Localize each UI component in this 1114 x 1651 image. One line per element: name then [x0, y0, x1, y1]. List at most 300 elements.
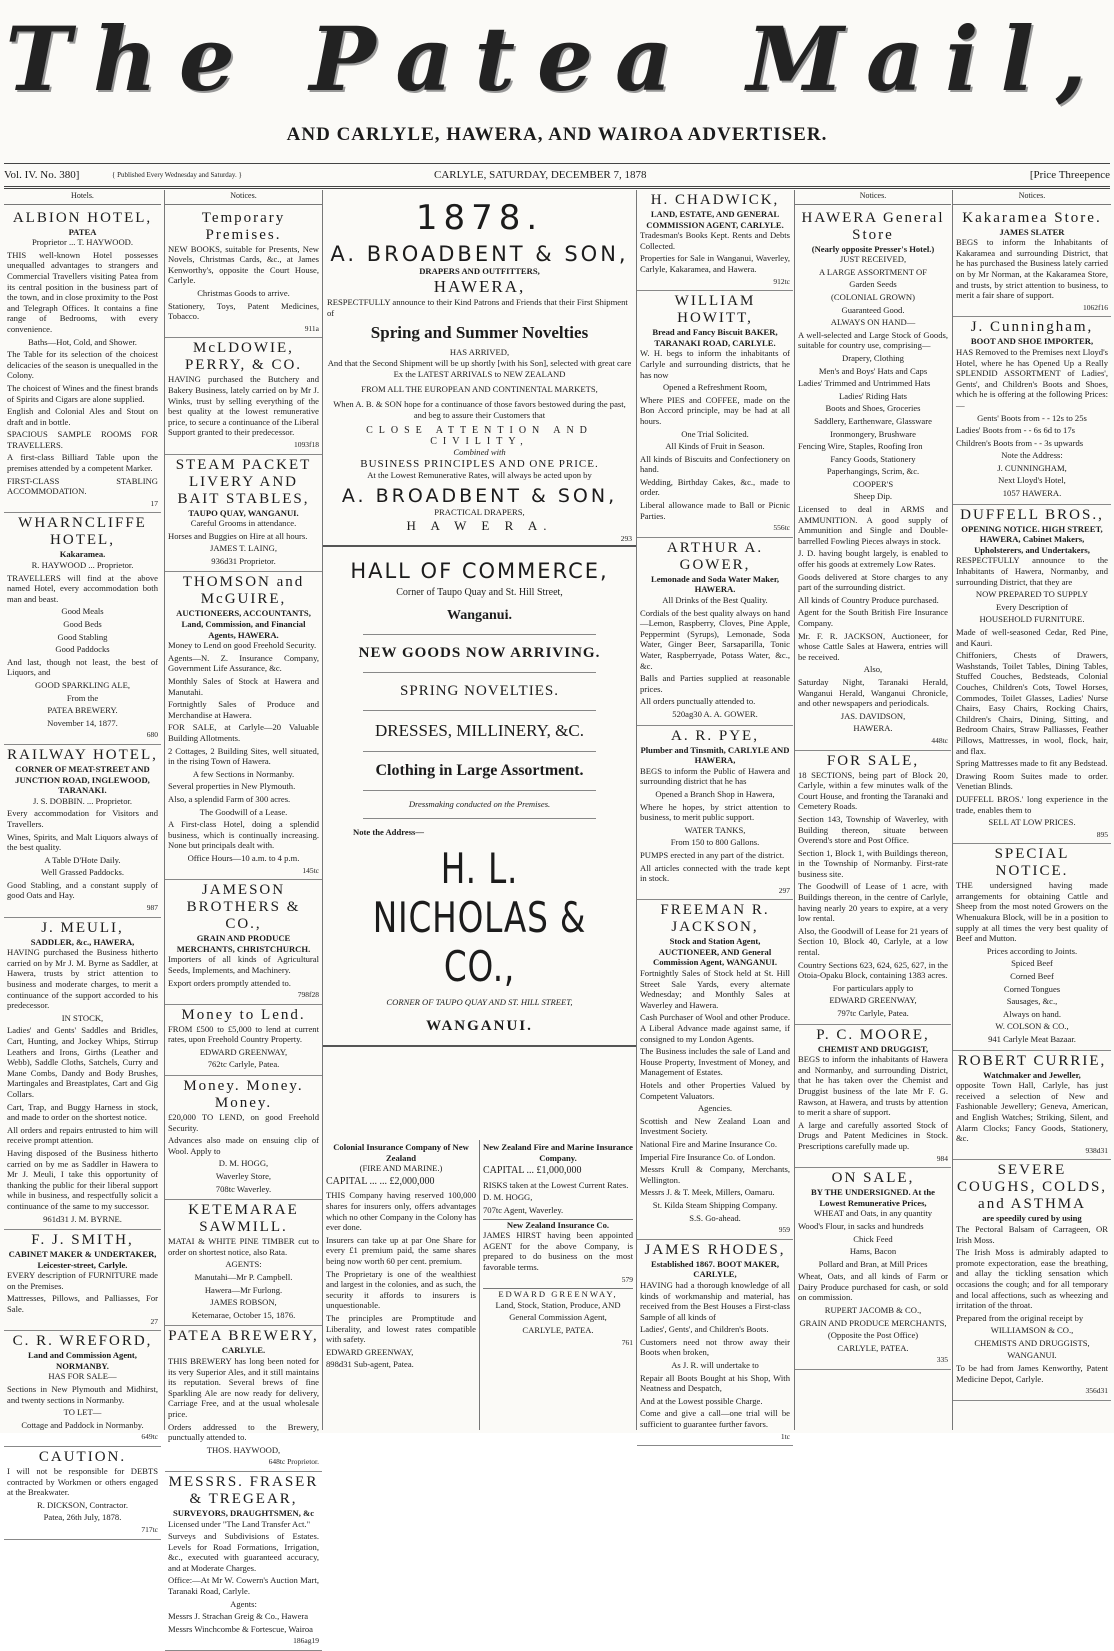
nz-insurance-title: New Zealand Insurance Co.: [483, 1219, 633, 1231]
advert-line: Sausages, &c.,: [1006, 996, 1058, 1007]
advert-line: 936d31 Proprietor.: [211, 555, 276, 566]
advert-line: Ladies' Riding Hats: [839, 390, 907, 401]
insurance-line: General Commission Agent,: [509, 1312, 607, 1323]
advert-line: Children's Boots from - - 3s upwards: [956, 437, 1084, 448]
insurance-line: Insurers can take up at par One Share for every £1 premium paid, the same shares being now worth 60 per cent. premium.: [326, 1234, 476, 1266]
advert-ref: 448tc: [931, 735, 948, 745]
advert-line: DUFFELL BROS.' long experience in the trade, enables them to: [956, 793, 1108, 815]
advert-line: Mattresses, Pillows, and Palliasses, For Sale.: [7, 1293, 158, 1315]
advert-line: St. Kilda Steam Shipping Company.: [652, 1199, 778, 1210]
trade: DRAPERS AND OUTFITTERS,: [419, 266, 540, 276]
advert-subtitle: are speedily cured by using: [982, 1213, 1082, 1224]
advert-line: Advances also made on ensuing clip of Wool. Apply to: [168, 1135, 319, 1156]
advert: [637, 538, 793, 726]
advert: [165, 1326, 322, 1472]
advert-line: Ironmongery, Brushware: [830, 428, 916, 439]
advert-ref: 297: [778, 885, 790, 895]
advert: [165, 338, 322, 454]
advert-line: 961d31 J. M. BYRNE.: [43, 1213, 122, 1224]
column-notices-1: [164, 190, 322, 1646]
insurance-line: CARLYLE, PATEA.: [522, 1324, 594, 1335]
insurance-line: D. M. HOGG,: [483, 1192, 533, 1203]
advert-line: Garden Seeds: [849, 279, 897, 290]
advert-line: Balls and Parties supplied at reasonable prices.: [640, 673, 790, 694]
advert-title: ARTHUR A. GOWER,: [666, 539, 764, 573]
advert-line: HAVING had a thorough knowledge of all kinds of workmanship and material, has received from the Best Houses a First-class Sample of all kinds of: [640, 1279, 790, 1322]
advert-line: Spring Mattresses made to fit any Bedstead.: [956, 758, 1108, 769]
advert-line: A few Sections in Normanby.: [192, 768, 295, 779]
advert-line: CARLYLE, PATEA.: [837, 1342, 909, 1353]
advert-line: WILLIAMSON & CO.,: [990, 1325, 1074, 1336]
column-header: Notices.: [165, 190, 322, 205]
advert-line: Hawera—Mr Furlong.: [204, 1284, 283, 1295]
advert-ref: 984: [936, 1153, 948, 1163]
advert-line: To be had from James Kenworthy, Patent Medicine Depot, Carlyle.: [956, 1363, 1108, 1384]
advert: [165, 1472, 322, 1651]
advert-line: THIS well-known Hotel possesses unequalled advantages to strangers and Commercial Travellers visiting Patea from its central position in the business part of the town, and in close proximity to the Post and Telegraph Offices. It contains a fine range of Bedrooms, with every convenience.: [7, 249, 158, 334]
advert-subtitle: SADDLER, &c., HAWERA,: [30, 936, 135, 947]
advert-line: Cottage and Paddock in Normanby.: [21, 1419, 144, 1430]
advert-subtitle: CARLYLE.: [221, 1345, 266, 1356]
advert-line: All kinds of Country Produce purchased.: [798, 594, 939, 605]
advert-line: JUST RECEIVED,: [839, 254, 907, 265]
advert-line: JAMES T. LAING,: [210, 543, 277, 554]
advert-line: Prices according to Joints.: [986, 945, 1078, 956]
advert-ref: 648tc Proprietor.: [268, 1457, 319, 1467]
advert-subtitle: LAND, ESTATE, AND GENERAL COMMISSION AGENT, CARLYLE.: [646, 209, 784, 230]
insurance-block: [323, 1140, 636, 1430]
advert-line: Patea, 26th July, 1878.: [43, 1512, 122, 1523]
insurance-line: Land, Stock, Station, Produce, AND: [495, 1299, 621, 1310]
advert-line: Properties for Sale in Wanganui, Waverley, Carlyle, Kakaramea, and Hawera.: [640, 253, 790, 274]
advert-line: Wood's Flour, in sacks and hundreds: [798, 1220, 924, 1231]
advert-line: Scottish and New Zealand Loan and Investment Society.: [640, 1115, 790, 1137]
advert-line: 762tc Carlyle, Patea.: [207, 1059, 280, 1070]
advert-line: Surveys and Subdivisions of Estates. Levels for Road Formations, Irrigation, &c., executed with guaranteed accuracy, and at Moderate Charges.: [168, 1531, 319, 1573]
advert: [4, 1447, 161, 1540]
advert: [795, 751, 951, 1025]
advert-line: Pollard and Bran, at Mill Prices: [818, 1258, 928, 1269]
advert-subtitle: OPENING NOTICE. HIGH STREET, HAWERA, Cabinet Makers, Upholsterers, and Undertakers,: [961, 523, 1103, 555]
advert-line: Export orders promptly attended to.: [168, 977, 291, 988]
advert-line: All articles connected with the trade kept in stock.: [640, 862, 790, 884]
advert-subtitle: Kakaramea.: [59, 549, 106, 560]
advert-subtitle: (Nearly opposite Presser's Hotel.): [811, 243, 935, 254]
advert-line: Having disposed of the Business hitherto carried on by me as Saddler in Hawera to Mr J. Meuli, I take this opportunity of thanking the public for their liberal support while in business, and respectfully solicit a continuance of the same to my successor.: [7, 1147, 158, 1211]
intro-text: RESPECTFULLY announce to their Kind Patrons and Friends that their First Shipment of: [327, 297, 628, 318]
advert-line: Boots and Shoes, Groceries: [825, 403, 921, 414]
greenway-lines: [483, 1300, 633, 1336]
advert-line: CHEMISTS AND DRUGGISTS,: [974, 1337, 1090, 1348]
advert-title: MESSRS. FRASER & TREGEAR,: [168, 1473, 319, 1507]
advert-title: F. J. SMITH,: [31, 1232, 134, 1249]
advert-line: Cordials of the best quality always on hand—Lemon, Raspberry, Cloves, Pine Apple, Peppermint (Syrups), Lemonade, Soda Water, Ginger Beer, Sarsaparilla, Tonic Water, Raspberryade, Potass Water, &c., &c.: [640, 607, 790, 671]
advert-line: 1057 HAWERA.: [1002, 488, 1062, 499]
advert-title: Money. Money. Money.: [183, 1078, 304, 1112]
colonial-insurance-lines: [326, 1190, 476, 1370]
advert-line: Note the Address:: [1001, 450, 1063, 461]
columns: [4, 190, 1110, 1646]
advert-line: Gents' Boots from - - 12s to 25s: [977, 412, 1087, 423]
advert-ref: 798f28: [297, 990, 319, 1000]
advert-line: Country Sections 623, 624, 625, 627, in the Otoia-Opaku Block, containing 1383 acres.: [798, 959, 948, 981]
advert-line: Guaranteed Good.: [841, 304, 905, 315]
advert-ref: 680: [146, 730, 158, 740]
advert-line: Licensed to deal in ARMS and AMMUNITION. A good supply of Ammunition and Single and Double-barrelled Fowling Pieces always in stock.: [798, 504, 948, 546]
advert-ref: 1093f18: [294, 439, 319, 449]
advert-title: J. Cunningham,: [970, 319, 1094, 336]
issue-date: CARLYLE, SATURDAY, DECEMBER 7, 1878: [434, 169, 647, 181]
advert-line: (COLONIAL GROWN): [831, 291, 915, 302]
hope-text: When A. B. & SON hope for a continuance of those favors bestowed during the past, and beg to assure their Customers that: [333, 399, 626, 420]
advert-title: P. C. MOORE,: [816, 1026, 930, 1043]
advert-line: Chiffoniers, Chests of Drawers, Washstands, Toilet Tables, Dining Tables, Stuffed Couches, Bedsteads, Colonial Couches, Children's Cots, Towel Horses, Commodes, Toilet Glasses, Ladies' Nurse Chairs, Easy Chairs, Rocking Chairs, Children's Chairs, Dining, Sitting, and Bedroom Chairs, Straw Palliasses, Feather Pillows, Mattresses, in wool, flock, hair, and flax.: [956, 650, 1108, 756]
advert-line: opposite Town Hall, Carlyle, has just received a selection of New and Fashionable Jewellery; Geneva, American, and English Watches; Striking, Silent, and Alarm Clocks; Fancy Goods, Stationery, &c.: [956, 1080, 1108, 1144]
advert-ref: 717tc: [141, 1524, 158, 1534]
advert-line: EDWARD GREENWAY,: [829, 995, 917, 1006]
advert-line: Ketemarae, October 15, 1876.: [191, 1309, 296, 1320]
advert-year: 1878.: [415, 198, 544, 238]
advert-subtitle: CHEMIST AND DRUGGIST,: [817, 1043, 929, 1054]
advert-line: D. M. HOGG,: [218, 1158, 269, 1169]
masthead-subtitle: AND CARLYLE, HAWERA, AND WAIROA ADVERTISER.: [286, 124, 828, 145]
advert-line: The Irish Moss is admirably adapted to promote expectoration, ease the breathing, and allay the tickling sensation which occasions the cough; and for all temporary and local affections, such as wheezing and irritation of the throat.: [956, 1247, 1108, 1311]
advert-line: All kinds of Biscuits and Confectionery on hand.: [640, 453, 790, 475]
advert: [4, 208, 161, 514]
advert-line: Paperhangings, Scrim, &c.: [826, 466, 920, 477]
advert-line: HAS FOR SALE—: [48, 1371, 117, 1382]
colonial-capital: CAPITAL ... ... £2,000,000: [326, 1175, 435, 1187]
nicholas-firm: H. L. NICHOLAS & CO.,: [372, 844, 587, 991]
advert-line: Every accommodation for Visitors and Travellers.: [7, 808, 158, 829]
advert-ref: 27: [150, 1316, 158, 1326]
advert-line: Hotels and other Properties Valued by Competent Valuators.: [640, 1080, 790, 1101]
advert-title: FOR SALE,: [826, 752, 920, 769]
advert-line: A First-class Hotel, doing a splendid business, which is continually increasing. None but principals dealt with.: [168, 819, 319, 851]
advert-line: COOPER'S: [852, 478, 894, 489]
advert: [165, 1005, 322, 1076]
advert-ref: 1tc: [780, 1431, 790, 1441]
advert-line: FIRST-CLASS STABLING ACCOMMODATION.: [7, 475, 158, 497]
advert-title: C. R. WREFORD,: [12, 1333, 153, 1350]
advert-line: 941 Carlyle Meat Bazaar.: [988, 1034, 1076, 1044]
advert-line: J. S. DOBBIN. ... Proprietor.: [32, 795, 133, 806]
advert-subtitle: Bread and Fancy Biscuit BAKER, TARANAKI ROAD, CARLYLE.: [652, 327, 778, 348]
advert-line: S.S. Go-ahead.: [689, 1212, 741, 1223]
advert-line: Every Description of: [995, 601, 1069, 612]
advert-title: SPECIAL NOTICE.: [994, 846, 1070, 880]
advert-line: Cash Purchaser of Wool and other Produce. A Liberal Advance made against same, if consigned to my London Agents.: [640, 1012, 790, 1044]
advert-line: Liberal allowance made to Ball or Picnic Parties.: [640, 500, 790, 521]
advert-title: WHARNCLIFFE HOTEL,: [18, 515, 147, 549]
advert-line: HAVING purchased the Business hitherto carried on by Mr J. M. Byrne as Saddler, at Hawera, trusts by strict attention to business and moderate charges, to merit a continuance of the support accorded to his predecessor.: [7, 947, 158, 1011]
hall-of-commerce: HALL OF COMMERCE,: [350, 559, 609, 583]
advert-title: SEVERE COUGHS, COLDS, and ASTHMA: [956, 1162, 1108, 1213]
advert-line: GRAIN AND PRODUCE MERCHANTS,: [799, 1317, 947, 1328]
arrived-text: HAS ARRIVED,: [449, 347, 510, 357]
advert-line: JAS. DAVIDSON,: [840, 710, 906, 721]
advert-line: Several properties in New Plymouth.: [168, 781, 296, 792]
advert-title: Temporary Premises.: [201, 209, 286, 243]
advert-title: CAUTION.: [38, 1449, 127, 1465]
advert-title: RAILWAY HOTEL,: [7, 746, 158, 763]
advert-title: THOMSON and McGUIRE,: [182, 574, 305, 608]
advert: [4, 745, 161, 918]
column-header: Notices.: [795, 190, 951, 205]
advert-line: The Pectoral Balsam of Carrageen, OR Irish Moss.: [956, 1223, 1108, 1245]
advert-line: Men's and Boys' Hats and Caps: [818, 365, 928, 376]
advert-title: A. R. PYE,: [671, 727, 759, 744]
advert-line: The Business includes the sale of Land and House Property, Investment of Money, and Management of Estates.: [640, 1046, 790, 1078]
advert-line: Orders addressed to the Brewery, punctually attended to.: [168, 1421, 319, 1443]
advert-line: BEGS to inform the Inhabitants of Kakaramea and surrounding District, that he has purchased the Business lately carried on by Mr Norman, at the Kakaramea Store, and trusts, by strict attention to business, to merit a fair share of support.: [956, 237, 1108, 301]
advert-title: WILLIAM HOWITT,: [674, 293, 756, 327]
advert-line: EDWARD GREENWAY,: [199, 1046, 288, 1057]
advert-line: Drawing Room Suites made to order. Venetian Blinds.: [956, 770, 1108, 792]
advert-line: Manutahi—Mr P. Campbell.: [194, 1272, 293, 1282]
advert-title: Kakaramea Store.: [962, 209, 1102, 226]
advert-line: Office:—At Mr W. Cowern's Auction Mart, Taranaki Road, Carlyle.: [168, 1575, 319, 1597]
advert: [637, 1240, 793, 1447]
advert-line: Saddlery, Earthenware, Glassware: [814, 415, 932, 426]
firm-name-2: A. BROADBENT & SON,: [341, 485, 618, 507]
advert-line: Sections in New Plymouth and Midhirst, and twenty sections in Normanby.: [7, 1384, 158, 1405]
advert-line: Chick Feed: [853, 1233, 893, 1244]
advert-line: The Goodwill of Lease of 1 acre, with Buildings thereon, in the centre of Carlyle, having nearly 20 years to expire, at a very low rental.: [798, 881, 948, 924]
advert-line: Good Stabling, and a constant supply of good Oats and Hay.: [7, 879, 158, 901]
advert: [953, 844, 1111, 1050]
advert-line: Proprietor ... T. HAYWOOD.: [31, 237, 134, 248]
town: HAWERA,: [433, 277, 526, 296]
advert-line: Licensed under "The Land Transfer Act.": [168, 1518, 311, 1529]
advert-subtitle: Stock and Station Agent, AUCTIONEER, AND General Commission Agent, WANGANUI.: [653, 936, 777, 968]
publication-days: { Published Every Wednesday and Saturday. }: [112, 171, 242, 179]
advert-subtitle: SURVEYORS, DRAUGHTSMEN, &c: [172, 1507, 315, 1518]
advert-line: IN STOCK,: [61, 1012, 104, 1023]
advert: [4, 918, 161, 1230]
advert-line: A LARGE ASSORTMENT OF: [819, 266, 927, 277]
advert-line: Good Meals: [61, 606, 104, 617]
advert: [165, 208, 322, 339]
broadbent-advert: [322, 190, 636, 1430]
advert-line: From 150 to 800 Gallons.: [670, 837, 760, 848]
advert-title: JAMES RHODES,: [644, 1241, 786, 1258]
advert: [165, 455, 322, 573]
note-address: Note the Address—: [353, 827, 424, 837]
advert-title: KETEMARAE SAWMILL.: [188, 1202, 299, 1236]
advert-line: Prepared from the original receipt by: [956, 1312, 1084, 1323]
advert-ref: 186ag19: [293, 1636, 319, 1646]
advert-line: HOUSEHOLD FURNITURE.: [979, 614, 1085, 625]
advert-line: THOS. HAYWOOD,: [206, 1444, 281, 1455]
advert: [165, 880, 322, 1005]
advert: [4, 513, 161, 745]
advert-subtitle: BY THE UNDERSIGNED. At the Lowest Remunerative Prices,: [811, 1187, 935, 1208]
advert: [953, 1160, 1111, 1401]
advert-title: McLDOWIE, PERRY, & CO.: [184, 340, 303, 374]
nicholas-corner: CORNER OF TAUPO QUAY AND ST. HILL STREET,: [386, 997, 573, 1007]
insurance-line: THIS Company having reserved 100,000 shares for insurers only, offers advantages which no other Company in the Colony has ever done.: [326, 1190, 476, 1233]
advert-title: Money to Lend.: [181, 1006, 306, 1023]
insurance-line: 707tc Agent, Waverley.: [483, 1204, 564, 1215]
advert: [953, 505, 1111, 845]
advert-subtitle: Lemonade and Soda Water Maker, HAWERA.: [650, 573, 780, 595]
rates-text: At the Lowest Remunerative Rates, will always be acted upon by: [367, 470, 592, 480]
advert: [637, 190, 793, 291]
advert-line: FOR SALE, at Carlyle—20 Valuable Building Allotments.: [168, 722, 319, 743]
advert-line: Opened a Refreshment Room,: [662, 382, 768, 393]
advert-line: Waverley Store,: [215, 1171, 272, 1182]
advert-line: Christmas Goods to arrive.: [197, 287, 290, 298]
advert-line: HAS Removed to the Premises next Lloyd's Hotel, where he has Opened Up a Really SPLENDID ASSORTMENT of Ladies', Gents', and Children's Boots and Shoes, which he is offering at the following Prices:—: [956, 346, 1108, 410]
wanganui-1: Wanganui.: [447, 608, 512, 623]
advert-line: J. CUNNINGHAM,: [997, 462, 1067, 473]
advert-line: From the: [66, 692, 99, 703]
advert: [637, 726, 793, 901]
advert-line: Mr. F. R. JACKSON, Auctioneer, for whose Cattle Sales at Hawera, entries will be received.: [798, 630, 948, 662]
advert-line: Good Paddocks: [55, 644, 110, 655]
advert-line: A first-class Billiard Table upon the premises attended by a competent Marker.: [7, 452, 158, 474]
advert-line: R. DICKSON, Contractor.: [37, 1499, 128, 1510]
column-agents: [636, 190, 793, 1441]
nz-insurance-ref: 579: [621, 1274, 633, 1284]
column-header: Notices.: [953, 190, 1111, 205]
advert-line: 2 Cottages, 2 Building Sites, well situated, in the rising Town of Hawera.: [168, 745, 319, 767]
advert-line: Careful Grooms in attendance.: [190, 518, 297, 529]
advert-line: And at the Lowest possible Charge.: [640, 1395, 763, 1406]
colonial-insurance-title: Colonial Insurance Company of New Zealand: [333, 1142, 469, 1163]
advert: [953, 208, 1111, 318]
advert-line: SELL AT LOW PRICES.: [988, 817, 1076, 828]
advert-line: National Fire and Marine Insurance Co.: [640, 1138, 777, 1149]
advert-line: FROM £500 to £5,000 to lend at current rates, upon Freehold Country Property.: [168, 1023, 319, 1045]
advert-line: WATER TANKS,: [684, 824, 746, 835]
advert-line: Fencing Wire, Staples, Roofing Iron: [798, 441, 923, 452]
advert-subtitle: CABINET MAKER & UNDERTAKER, Leicester-street, Carlyle.: [8, 1249, 157, 1270]
nz-fire-lines: [483, 1180, 633, 1216]
advert-line: All orders and repairs entrusted to him will receive prompt attention.: [7, 1124, 158, 1146]
town-2: H A W E R A.: [406, 518, 553, 533]
advert-line: Imperial Fire Insurance Co. of London.: [640, 1151, 776, 1162]
advert-title: PATEA BREWERY,: [168, 1328, 319, 1345]
advert-line: BEGS to inform the Public of Hawera and surrounding district that he has: [640, 765, 790, 787]
advert-line: Also, the Goodwill of Lease for 21 years of Section 10, Block 40, Carlyle, at a low rental.: [798, 925, 948, 958]
advert-line: English and Colonial Ales and Stout on draft and in bottle.: [7, 406, 158, 427]
advert: [165, 1076, 322, 1200]
advert-line: For particulars apply to: [832, 982, 914, 993]
advert-ref: 335: [936, 1355, 948, 1365]
insurance-line: The principles are Promptitude and Liberality, and lowest rates compatible with safety.: [326, 1312, 476, 1345]
advert-title: HAWERA General Store: [801, 209, 945, 243]
advert-line: WHEAT and Oats, in any quantity: [813, 1208, 933, 1219]
advert-line: THE undersigned having made arrangements for obtaining Cattle and Sheep from the most noted Growers on the Whenuakura Block, will be in a position to supply at all times the very best quality of Beef and Mutton.: [956, 880, 1108, 944]
clothing-assortment: Clothing in Large Assortment.: [375, 762, 584, 779]
insurance-line: JAMES HIRST having been appointed AGENT for the above Company, is prepared to do business on the most favorable terms.: [483, 1230, 633, 1272]
masthead-title: The Patea Mail,: [5, 7, 1109, 111]
advert-line: Messrs J. & T. Meek, Millers, Oamaru.: [640, 1187, 775, 1198]
advert-ref: 556tc: [773, 523, 790, 533]
advert-line: Ladies' and Gents' Saddles and Bridles, Cart, Hunting, and Jockey Whips, Stirrup Leathers and Irons, Girths (Leather and Webb), Saddle Cloths, Satchels, Curry and Mane Combs, Dandy and Body Brushes, Martingales and Breastplates, Cart and Gig Collars.: [7, 1025, 158, 1099]
advert-line: Agents—N. Z. Insurance Company, Government Life Assurance, &c.: [168, 652, 319, 674]
advert-line: WANGANUI.: [1007, 1350, 1057, 1361]
advert-title: FREEMAN R. JACKSON,: [660, 902, 770, 936]
advert-line: £20,000 TO LEND, on good Freehold Security.: [168, 1112, 319, 1133]
advert: [4, 1230, 161, 1331]
advert-line: Customers need not throw away their Boots when broken,: [640, 1336, 790, 1358]
advert-ref: 17: [150, 498, 158, 508]
advert-line: Saturday Night, Taranaki Herald, Wanganui Herald, Wanganui Chronicle, and other newspapers and periodicals.: [798, 676, 948, 709]
price: [Price Threepence: [1029, 169, 1110, 181]
advert-line: November 14, 1877.: [47, 717, 118, 728]
advert-line: NOW PREPARED TO SUPPLY: [975, 589, 1089, 600]
advert-line: Ladies', Gents', and Children's Boots.: [640, 1324, 769, 1335]
advert-line: 797tc Carlyle, Patea.: [837, 1008, 909, 1018]
advert-line: I will not be responsible for DEBTS contracted by Workmen or others engaged at the Breakwater.: [7, 1466, 158, 1498]
advert-subtitle: TAUPO QUAY, WANGANUI.: [188, 507, 299, 518]
advert-line: A Table D'Hote Daily.: [44, 854, 121, 865]
advert-line: R. HAYWOOD ... Proprietor.: [31, 560, 134, 571]
firm-name: A. BROADBENT & SON,: [330, 242, 629, 266]
advert-line: Cart, Trap, and Buggy Harness in stock, and made to order on the shortest notice.: [7, 1101, 158, 1123]
advert-line: Also,: [863, 664, 883, 675]
advert-line: HAWERA.: [853, 723, 893, 734]
advert-ref: 959: [778, 1225, 790, 1235]
advert-line: Wedding, Birthday Cakes, &c., made to order.: [640, 476, 790, 498]
advert-line: JAMES ROBSON,: [210, 1297, 277, 1308]
advert-title: ALBION HOTEL,: [12, 209, 153, 226]
advert-line: THIS BREWERY has long been noted for its very Superior Ales, and it still maintains its reputation. Several brews of fine Sparkling Ale are now ready for delivery, Carriage Free, and at the usual wholesale price.: [168, 1355, 319, 1419]
advert-line: Agent for the South British Fire Insurance Company.: [798, 607, 948, 628]
advert-line: NEW BOOKS, suitable for Presents, New Novels, Christmas Cards, &c., at James Kenworthy's, opposite the Court House, Carlyle.: [168, 243, 319, 286]
second-shipment-text: And that the Second Shipment will be up shortly [with his Son], selected with great care Ex the LATEST ARRIVALS to NEW ZEALAND: [327, 358, 632, 379]
advert: [4, 1331, 161, 1447]
volume-number: Vol. IV. No. 380]: [4, 169, 80, 181]
advert-line: Always on hand.: [1003, 1008, 1061, 1019]
insurance-line: RISKS taken at the Lowest Current Rates.: [483, 1179, 629, 1190]
advert-line: Corned Tongues: [1003, 983, 1061, 994]
spring-novelties: SPRING NOVELTIES.: [400, 683, 559, 699]
advert-ref: 293: [620, 534, 632, 543]
advert-ref: 938d31: [1085, 1145, 1108, 1155]
advert-line: Sheep Dip.: [853, 491, 893, 502]
column-hotels: [4, 190, 161, 1534]
advert-ref: 912tc: [773, 276, 790, 286]
practical-drapers: PRACTICAL DRAPERS,: [434, 507, 525, 517]
advert-line: TRAVELLERS will find at the above named Hotel, every accommodation both man and beast.: [7, 572, 158, 604]
close-attention: CLOSE ATTENTION AND CIVILITY,: [366, 425, 593, 447]
advert-line: BEGS to inform the inhabitants of Hawera and Normanby, and surrounding District, that he has taken over the Chemist and Druggist business of the late Mr F. G. Rawson, at Hawera, and trusts by attention to merit a share of support.: [798, 1054, 948, 1118]
dressmaking-text: Dressmaking conducted on the Premises.: [408, 799, 551, 809]
advert-title: STEAM PACKET LIVERY AND BAIT STABLES,: [175, 456, 312, 507]
advert-subtitle: JAMES SLATER: [999, 226, 1065, 237]
insurance-line: EDWARD GREENWAY,: [326, 1346, 414, 1357]
advert-line: Messrs J. Strachan Greig & Co., Hawera: [168, 1611, 309, 1622]
advert-line: ALWAYS ON HAND—: [830, 317, 916, 328]
advert-ref: 649tc: [141, 1432, 158, 1442]
column-notices-2: [794, 190, 951, 1430]
advert-line: 520ag30 A. A. GOWER.: [672, 708, 758, 719]
advert-line: All Drinks of the Best Quality.: [662, 595, 768, 606]
advert-ref: 1062f16: [1083, 302, 1108, 312]
advert-line: Spiced Beef: [1011, 958, 1053, 969]
advert-line: MATAI & WHITE PINE TIMBER cut to order on shortest notice, also Rata.: [168, 1236, 319, 1257]
advert-subtitle: AUCTIONEERS, ACCOUNTANTS, Land, Commission, and Financial Agents, HAWERA.: [176, 608, 311, 640]
advert-line: All orders punctually attended to.: [640, 696, 756, 707]
advert-line: Fortnightly Sales of Produce and Merchandise at Hawera.: [168, 699, 319, 720]
principles-text: BUSINESS PRINCIPLES AND ONE PRICE.: [360, 458, 599, 470]
advert-title: DUFFELL BROS.,: [960, 506, 1104, 523]
advert-line: Ladies' Boots from - - 6s 6d to 17s: [956, 425, 1075, 436]
